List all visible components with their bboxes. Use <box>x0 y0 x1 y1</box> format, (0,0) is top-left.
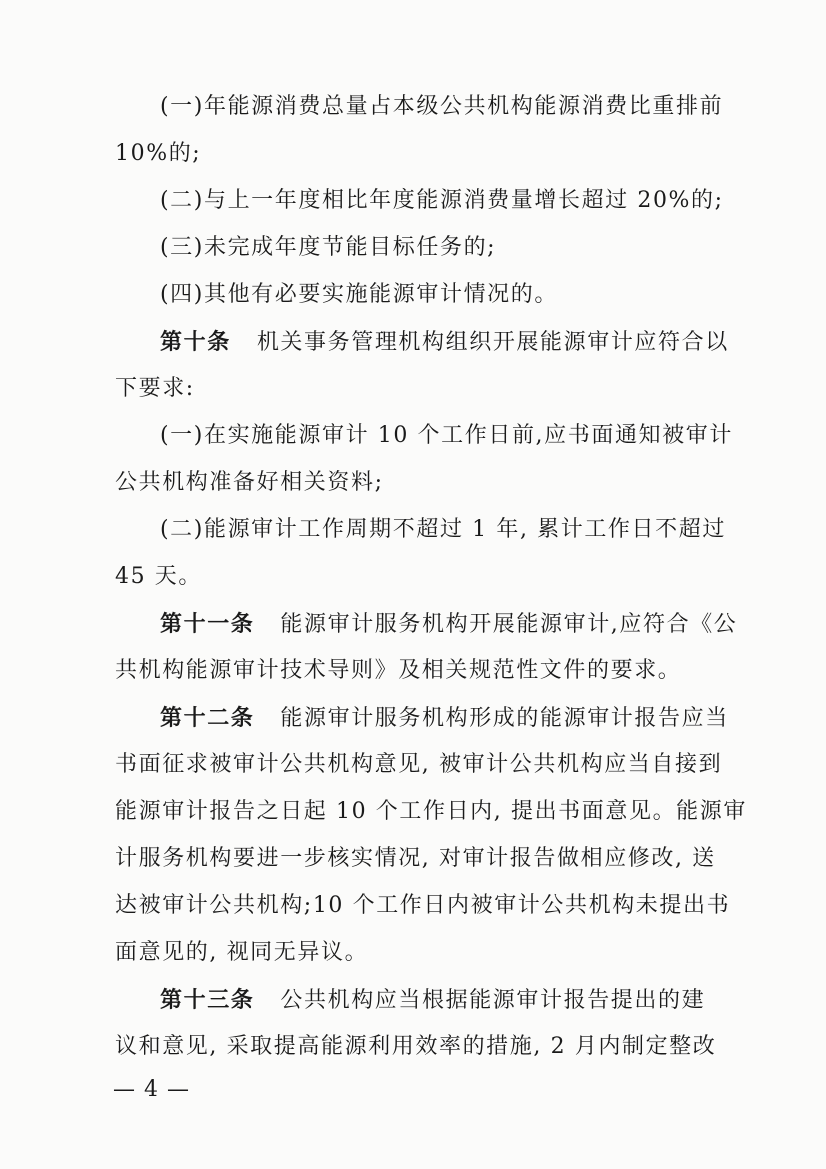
line-text: 10%的; <box>115 141 202 166</box>
line-text: (二)能源审计工作周期不超过 1 年, 累计工作日不超过 <box>160 517 726 542</box>
line-text: 公共机构应当根据能源审计报告提出的建 <box>280 988 706 1013</box>
article-label: 第十二条 <box>160 705 255 731</box>
line-text: 计服务机构要进一步核实情况, 对审计报告做相应修改, 送 <box>115 846 716 871</box>
article-10-item-1 <box>160 416 733 456</box>
page-number: — 4 — <box>113 1077 190 1102</box>
clause-item-1 <box>160 87 723 127</box>
line-text: 达被审计公共机构;10 个工作日内被审计公共机构未提出书 <box>115 893 731 918</box>
line-text: 面意见的, 视同无异议。 <box>115 940 369 965</box>
article-label: 第十三条 <box>160 987 255 1013</box>
clause-item-3 <box>160 228 496 268</box>
article-11 <box>160 604 737 644</box>
article-12-cont-1 <box>115 745 722 785</box>
line-text: 共机构能源审计技术导则》及相关规范性文件的要求。 <box>115 658 682 683</box>
article-11-cont <box>115 651 681 691</box>
line-text: (二)与上一年度相比年度能源消费量增长超过 20%的; <box>160 188 724 213</box>
clause-item-4 <box>160 275 558 315</box>
article-12-cont-3 <box>115 839 716 879</box>
article-13 <box>160 980 705 1020</box>
line-text: 公共机构准备好相关资料; <box>115 470 384 495</box>
line-text: 书面征求被审计公共机构意见, 被审计公共机构应当自接到 <box>115 752 723 777</box>
clause-item-1-cont <box>115 134 201 174</box>
clause-item-2 <box>160 181 724 221</box>
article-10-item-2-cont <box>115 557 202 597</box>
line-text: 下要求: <box>115 376 195 401</box>
line-text: 机关事务管理机构组织开展能源审计应符合以 <box>256 330 729 355</box>
line-text: 能源审计报告之日起 10 个工作日内, 提出书面意见。能源审 <box>115 799 747 824</box>
article-10-cont <box>115 369 195 409</box>
article-10 <box>160 322 729 362</box>
article-12-cont-4 <box>115 886 730 926</box>
article-13-cont <box>115 1027 716 1067</box>
line-text: (一)年能源消费总量占本级公共机构能源消费比重排前 <box>160 94 724 119</box>
article-12 <box>160 698 729 738</box>
article-label: 第十条 <box>160 329 231 355</box>
article-label: 第十一条 <box>160 611 255 637</box>
line-text: 能源审计服务机构开展能源审计,应符合《公 <box>280 612 738 637</box>
article-12-cont-2 <box>115 792 747 832</box>
article-12-cont-5 <box>115 933 368 973</box>
line-text: (四)其他有必要实施能源审计情况的。 <box>160 282 558 307</box>
line-text: 议和意见, 采取提高能源利用效率的措施, 2 月内制定整改 <box>115 1034 717 1059</box>
article-10-item-1-cont <box>115 463 384 503</box>
line-text: (三)未完成年度节能目标任务的; <box>160 235 497 260</box>
article-10-item-2 <box>160 510 726 550</box>
line-text: 能源审计服务机构形成的能源审计报告应当 <box>280 706 729 731</box>
line-text: 45 天。 <box>115 564 202 589</box>
line-text: (一)在实施能源审计 10 个工作日前,应书面通知被审计 <box>160 423 733 448</box>
